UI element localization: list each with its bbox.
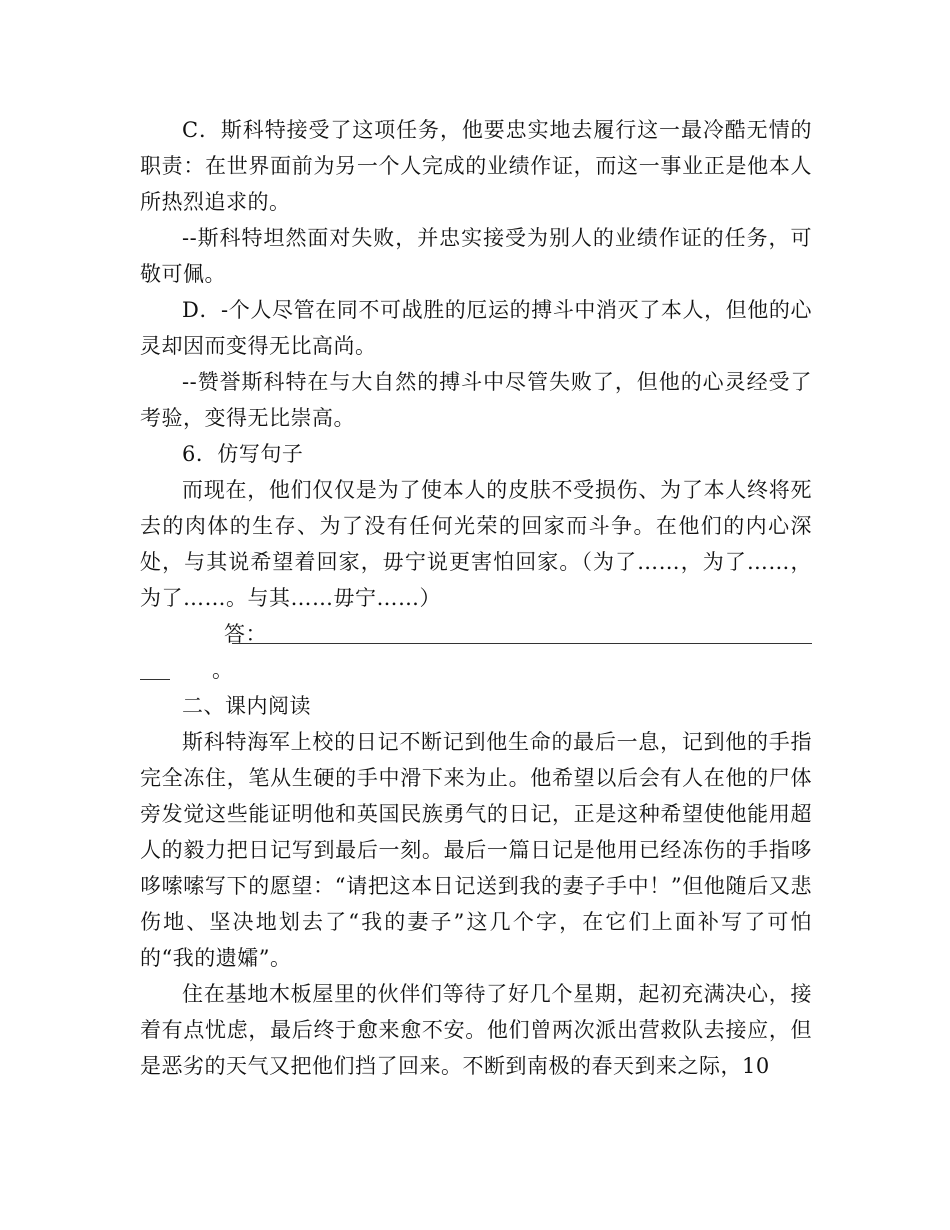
question-6-heading: 6．仿写句子 xyxy=(182,442,304,466)
option-d-text: D．-个人尽管在同不可战胜的厄运的搏斗中消灭了本人，但他的心灵却因而变得无比高尚。 xyxy=(140,298,812,358)
option-c-analysis: --斯科特坦然面对失败，并忠实接受为别人的业绩作证的任务，可敬可佩。 xyxy=(140,226,812,286)
option-c-text: C．斯科特接受了这项任务，他要忠实地去履行这一最冷酷无情的职责：在世界面前为另一个人完成的业绩作证，而这一事业正是他本人所热烈追求的。 xyxy=(140,118,812,214)
answer-blank-line-continued xyxy=(140,679,170,680)
question-6-prompt: 而现在，他们仅仅是为了使本人的皮肤不受损伤、为了本人终将死去的肉体的生存、为了没有任何光荣的回家而斗争。在他们的内心深处，与其说希望着回家，毋宁说更害怕回家。（为了……，为了……，为了……。与其……毋宁……） xyxy=(140,478,812,610)
option-d-analysis: --赞誉斯科特在与大自然的搏斗中尽管失败了，但他的心灵经受了考验，变得无比崇高。 xyxy=(140,370,812,430)
reading-paragraph-1: 斯科特海军上校的日记不断记到他生命的最后一息，记到他的手指完全冻住，笔从生硬的手中滑下来为止。他希望以后会有人在他的尸体旁发觉这些能证明他和英国民族勇气的日记，正是这种希望使他能用超人的毅力把日记写到最后一刻。最后一篇日记是他用已经冻伤的手指哆哆嗦嗦写下的愿望：“请把这本日记送到我的妻子手中！”但他随后又悲伤地、坚决地划去了“我的妻子”这几个字，在它们上面补写了可怕的“我的遗孀”。 xyxy=(140,730,812,970)
answer-label: 答： xyxy=(224,622,267,646)
reading-paragraph-2: 住在基地木板屋里的伙伴们等待了好几个星期，起初充满决心，接着有点忧虑，最后终于愈来愈不安。他们曾两次派出营救队去接应，但是恶劣的天气又把他们挡了回来。不断到南极的春天到来之际，10 xyxy=(140,982,812,1078)
answer-field[interactable] xyxy=(140,616,812,688)
document-body xyxy=(140,112,812,1084)
answer-end-mark: 。 xyxy=(212,658,234,682)
section-2-heading: 二、课内阅读 xyxy=(182,694,311,718)
answer-blank-line xyxy=(232,643,812,644)
